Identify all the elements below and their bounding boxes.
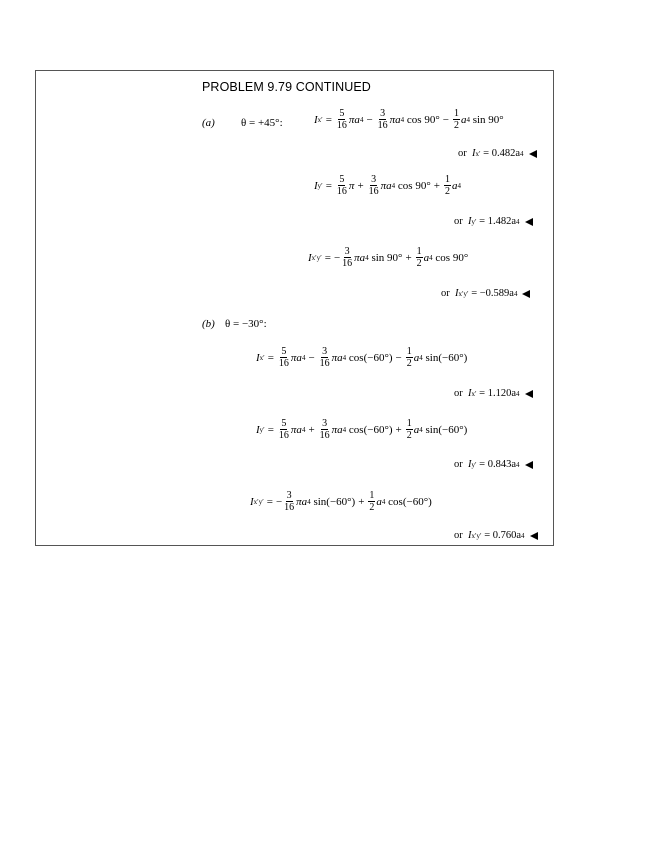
answer-marker-icon bbox=[529, 150, 537, 158]
eq-a-ixy: I x′y′ = − $\frac{3}{16}$ πa 4 sin 90° + $\frac{1}{2}$ a 4 cos 90° bbox=[308, 246, 469, 269]
answer-a-ixy: or I x′y′ = −0.589a 4 bbox=[441, 288, 530, 299]
eq-b-ixy: I x′y′ = − $\frac{3}{16}$ πa 4 sin(−60°) + $\frac{1}{2}$ a 4 cos(−60°) bbox=[250, 490, 432, 513]
answer-b-iy: or I y′ = 0.843a 4 bbox=[454, 459, 533, 470]
answer-marker-icon bbox=[525, 218, 533, 226]
answer-marker-icon bbox=[525, 390, 533, 398]
part-b-label: (b) bbox=[202, 318, 215, 330]
answer-marker-icon bbox=[525, 461, 533, 469]
answer-marker-icon bbox=[522, 290, 530, 298]
part-a-label: (a) bbox=[202, 117, 215, 129]
part-a-theta: θ = +45°: bbox=[241, 117, 283, 129]
eq-b-iy: I y′ = $\frac{5}{16}$ πa 4 + $\frac{3}{16}$ πa 4 cos(−60°) + $\frac{1}{2}$ a 4 sin(−60°) bbox=[256, 418, 468, 441]
eq-a-iy: I y′ = $\frac{5}{16}$ π + $\frac{3}{16}$ πa 4 cos 90° + $\frac{1}{2}$ a 4 bbox=[314, 174, 461, 197]
part-b-theta: θ = −30°: bbox=[225, 318, 267, 330]
eq-a-ix: I x′ = $\frac{5}{16}$ πa 4 − $\frac{3}{16}$ πa 4 cos 90° − $\frac{1}{2}$ a 4 sin 90° bbox=[314, 108, 504, 131]
page-title: PROBLEM 9.79 CONTINUED bbox=[202, 80, 371, 94]
answer-b-ix: or I x′ = 1.120a 4 bbox=[454, 388, 533, 399]
answer-marker-icon bbox=[530, 532, 538, 540]
page-frame bbox=[35, 70, 554, 546]
answer-b-ixy: or I x′y′ = 0.760a 4 bbox=[454, 530, 538, 541]
eq-b-ix: I x′ = $\frac{5}{16}$ πa 4 − $\frac{3}{16}$ πa 4 cos(−60°) − $\frac{1}{2}$ a 4 sin(−60°) bbox=[256, 346, 468, 369]
answer-a-iy: or I y′ = 1.482a 4 bbox=[454, 216, 533, 227]
answer-a-ix: or I x′ = 0.482a 4 bbox=[458, 148, 537, 159]
